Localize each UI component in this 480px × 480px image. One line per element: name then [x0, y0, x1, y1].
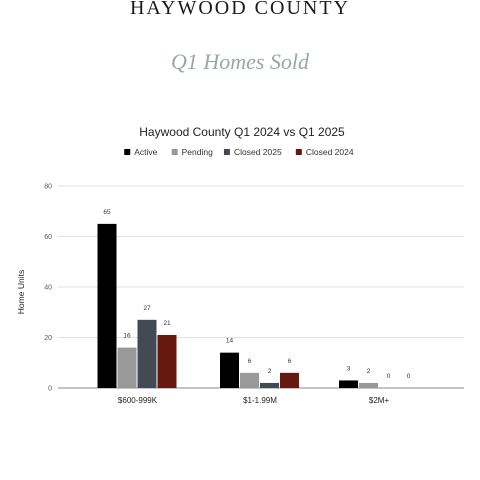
data-label: 0	[386, 373, 391, 380]
bar-closed-2025	[138, 320, 157, 388]
legend-swatch	[296, 149, 302, 155]
bar-pending	[118, 348, 137, 388]
data-label: 2	[267, 367, 272, 375]
bar-closed-2025	[260, 383, 279, 388]
page-subtitle: Q1 Homes Sold	[170, 49, 310, 74]
y-tick-label: 80	[44, 183, 52, 191]
data-label: 21	[163, 319, 171, 327]
chart-legend	[124, 147, 354, 157]
legend-label: Closed 2024	[305, 147, 354, 157]
y-axis-label: Home Units	[16, 269, 26, 315]
bar-pending	[359, 383, 378, 388]
x-tick-label: $600-999K	[117, 396, 158, 405]
y-tick-label: 20	[44, 335, 52, 342]
legend-swatch	[224, 149, 230, 155]
legend-swatch	[124, 149, 130, 155]
legend-swatch	[172, 149, 178, 155]
chart-title: Haywood County Q1 2024 vs Q1 2025	[139, 125, 345, 139]
y-tick-label: 40	[44, 284, 52, 292]
bar-active	[220, 353, 239, 388]
chart-x-axis	[118, 396, 390, 405]
data-label: 16	[123, 332, 131, 340]
bar-active	[339, 380, 358, 388]
bar-pending	[240, 373, 259, 388]
data-label: 3	[346, 365, 351, 373]
legend-label: Closed 2025	[233, 147, 282, 157]
data-label: 6	[247, 357, 252, 365]
data-label: 14	[225, 337, 234, 345]
x-tick-label: $1-1.99M	[243, 396, 277, 405]
data-label: 0	[406, 373, 411, 380]
legend-label: Active	[134, 147, 158, 157]
bar-active	[98, 224, 117, 388]
data-label: 27	[143, 304, 151, 312]
y-tick-label: 60	[44, 234, 52, 241]
chart-bars	[98, 224, 379, 388]
page-title: HAYWOOD COUNTY	[129, 0, 351, 19]
bar-closed-2024	[280, 373, 299, 388]
data-label: 6	[287, 357, 292, 365]
legend-label: Pending	[181, 147, 213, 157]
data-label: 65	[103, 208, 111, 216]
bar-closed-2024	[158, 335, 177, 388]
x-tick-label: $2M+	[368, 396, 390, 405]
y-tick-label: 0	[48, 385, 52, 393]
data-label: 2	[366, 367, 371, 375]
